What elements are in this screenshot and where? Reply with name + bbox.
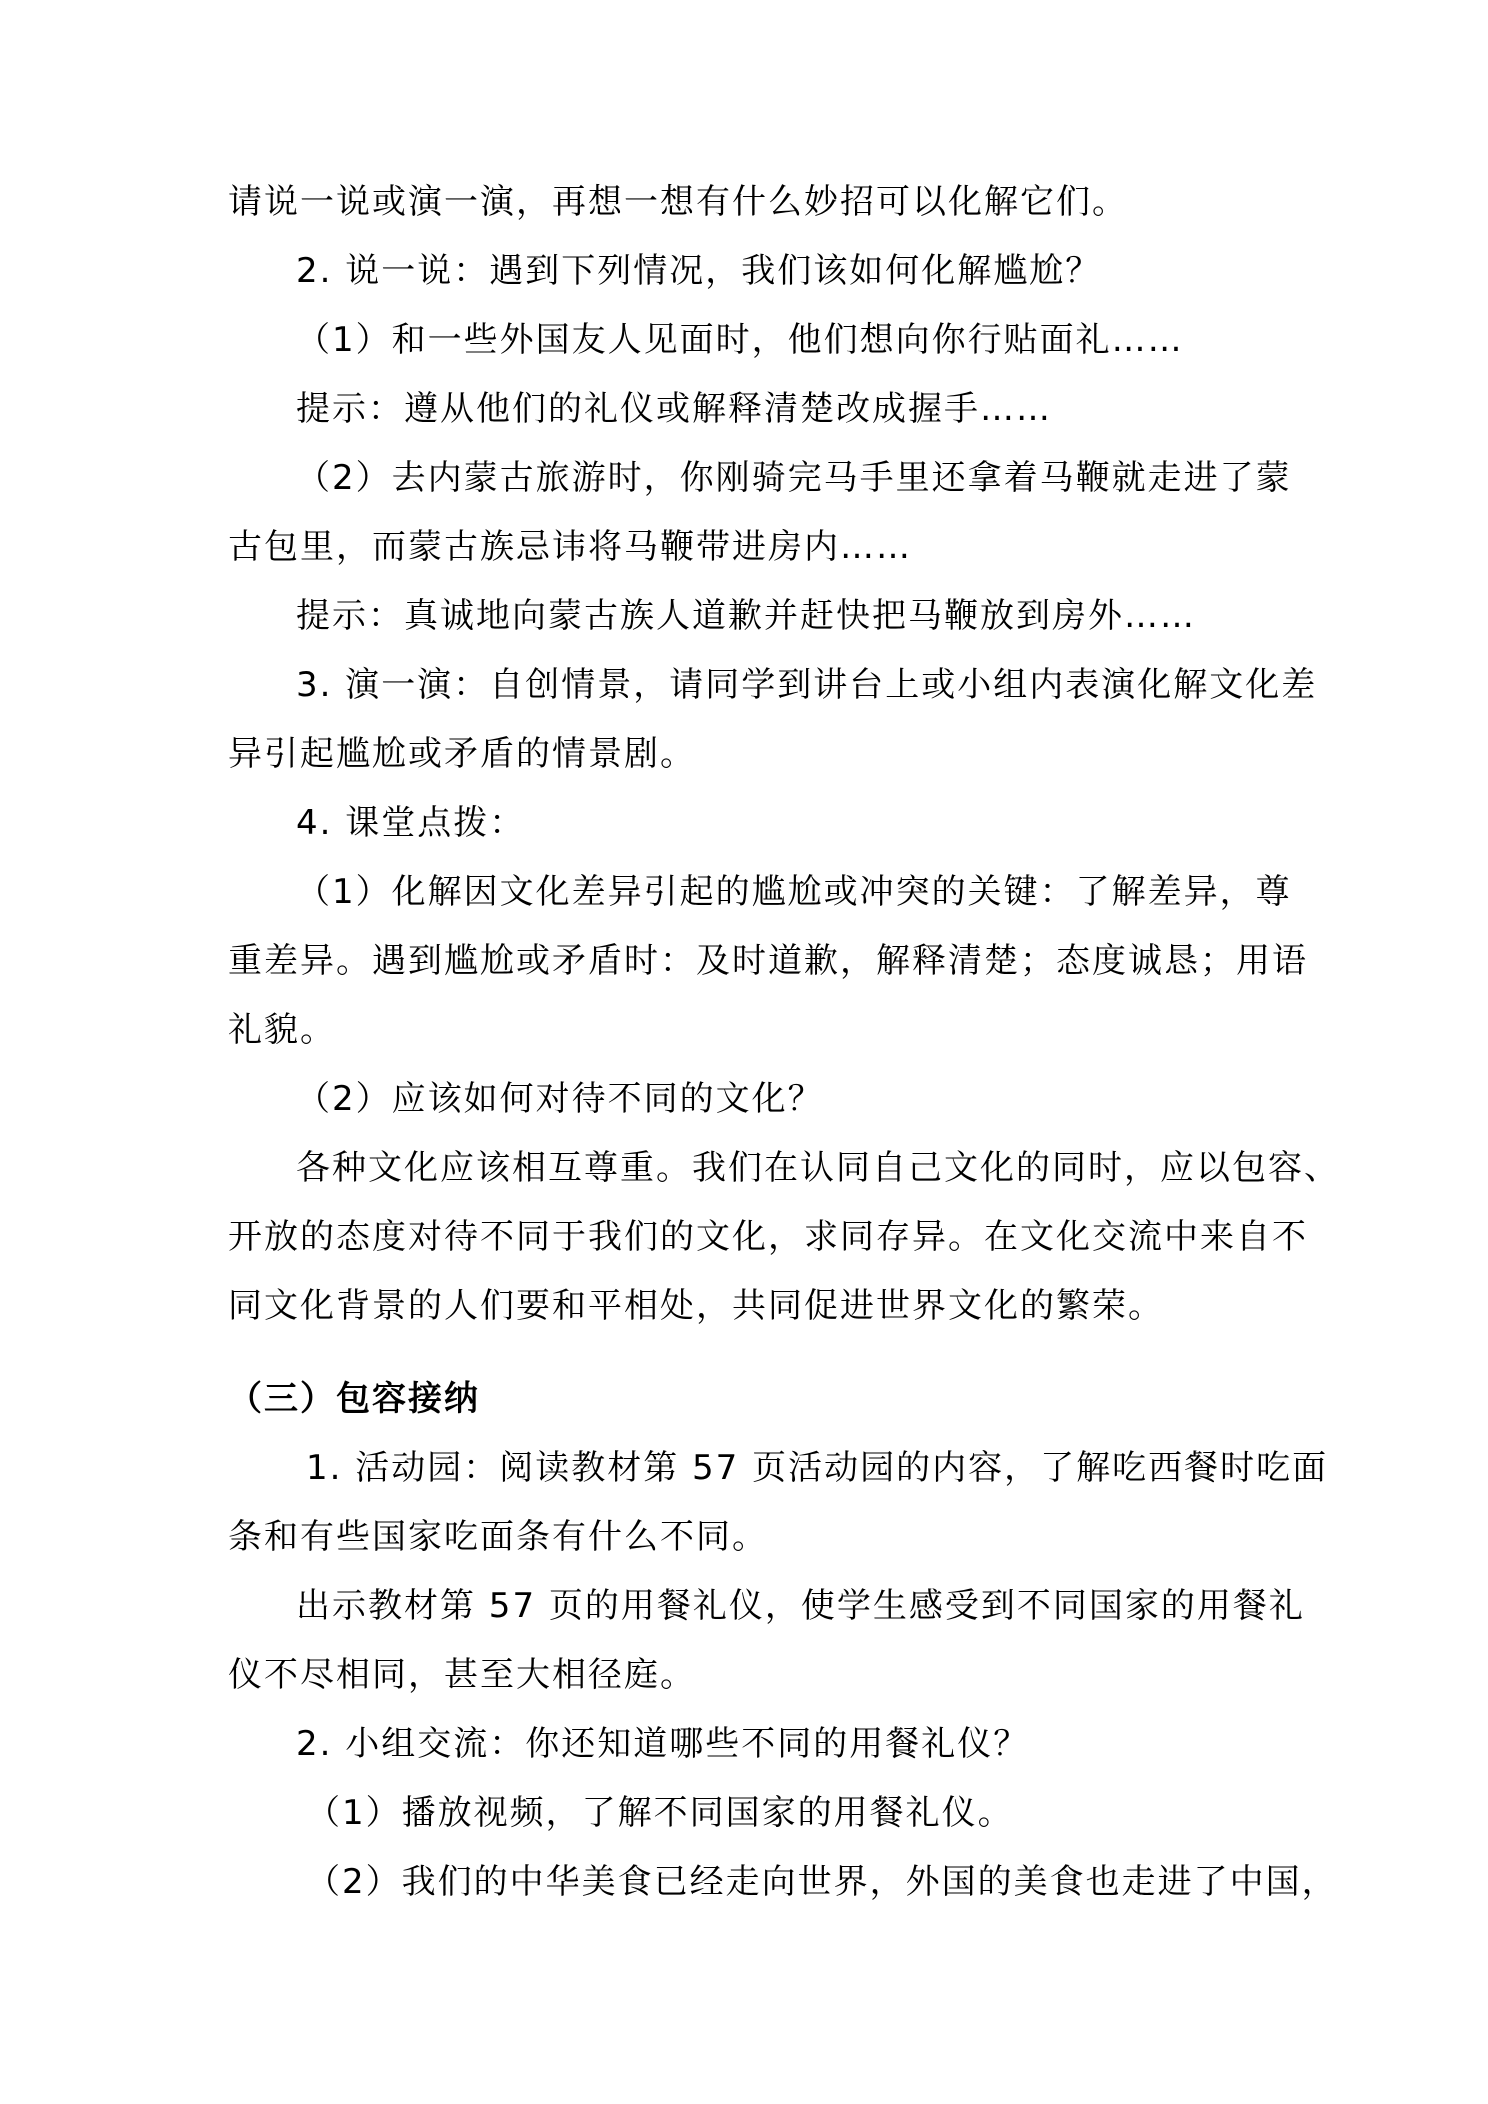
paragraph-line: 异引起尴尬或矛盾的情景剧。	[228, 734, 696, 774]
paragraph-line: 各种文化应该相互尊重。我们在认同自己文化的同时，应以包容、	[296, 1148, 1340, 1188]
paragraph-line: 2. 小组交流：你还知道哪些不同的用餐礼仪？	[296, 1724, 1030, 1764]
paragraph-line: 3. 演一演：自创情景，请同学到讲台上或小组内表演化解文化差	[296, 665, 1318, 705]
paragraph-line: 请说一说或演一演，再想一想有什么妙招可以化解它们。	[228, 182, 1128, 222]
paragraph-line: 提示：遵从他们的礼仪或解释清楚改成握手……	[296, 389, 1052, 429]
paragraph-line: （2）去内蒙古旅游时，你刚骑完马手里还拿着马鞭就走进了蒙	[296, 458, 1292, 498]
paragraph-line: 1. 活动园：阅读教材第 57 页活动园的内容，了解吃西餐时吃面	[306, 1448, 1329, 1488]
paragraph-line: （2）我们的中华美食已经走向世界，外国的美食也走进了中国，	[306, 1862, 1338, 1902]
paragraph-line: 礼貌。	[228, 1010, 336, 1050]
paragraph-line: 古包里，而蒙古族忌讳将马鞭带进房内……	[228, 527, 912, 567]
section-heading: （三）包容接纳	[228, 1379, 480, 1419]
paragraph-line: 仪不尽相同，甚至大相径庭。	[228, 1655, 696, 1695]
paragraph-line: （2）应该如何对待不同的文化？	[296, 1079, 824, 1119]
paragraph-line: 同文化背景的人们要和平相处，共同促进世界文化的繁荣。	[228, 1286, 1164, 1326]
paragraph-line: 2. 说一说：遇到下列情况，我们该如何化解尴尬？	[296, 251, 1102, 291]
paragraph-line: 提示：真诚地向蒙古族人道歉并赶快把马鞭放到房外……	[296, 596, 1196, 636]
paragraph-line: 条和有些国家吃面条有什么不同。	[228, 1517, 768, 1557]
paragraph-line: 4. 课堂点拨：	[296, 803, 526, 843]
paragraph-line: 出示教材第 57 页的用餐礼仪，使学生感受到不同国家的用餐礼	[296, 1586, 1305, 1626]
paragraph-line: 重差异。遇到尴尬或矛盾时：及时道歉，解释清楚；态度诚恳；用语	[228, 941, 1308, 981]
paragraph-line: （1）和一些外国友人见面时，他们想向你行贴面礼……	[296, 320, 1184, 360]
paragraph-line: （1）播放视频，了解不同国家的用餐礼仪。	[306, 1793, 1014, 1833]
paragraph-line: 开放的态度对待不同于我们的文化，求同存异。在文化交流中来自不	[228, 1217, 1308, 1257]
paragraph-line: （1）化解因文化差异引起的尴尬或冲突的关键：了解差异，尊	[296, 872, 1292, 912]
